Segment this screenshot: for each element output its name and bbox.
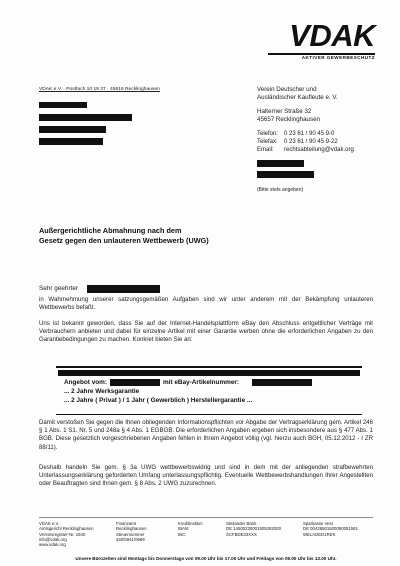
footer-text: VDAK e.V.	[39, 521, 60, 526]
sender-return-address: VDAK e.V. · Postfach 10 19 37 · 45619 Recklinghausen	[39, 87, 160, 92]
footer-text: Recklinghausen	[116, 526, 147, 532]
footer-text: Steuernummer	[116, 531, 145, 537]
redacted-recipient-company	[39, 114, 132, 121]
footer-text: BIC:	[178, 531, 187, 537]
salutation: Sehr geehrter	[39, 285, 79, 292]
footer-col-bank-labels	[178, 521, 203, 537]
footer-col-tax	[116, 521, 147, 542]
footer-text: IBAN:	[178, 526, 190, 532]
redacted-recipient-salutation-name	[87, 285, 160, 293]
offer-item-1: ... 2 Jahre Werksgarantie	[64, 388, 140, 395]
footer-text: DE 00426501500050051581	[303, 526, 358, 532]
org-email	[257, 147, 354, 153]
redacted-recipient-street	[39, 126, 106, 133]
fax-label: Telefax:	[257, 139, 278, 145]
subject-heading	[39, 226, 359, 246]
footer-text: Finanzamt	[116, 521, 137, 526]
footer-text: Sparkasse Vest	[303, 521, 333, 526]
footer-divider	[39, 517, 373, 518]
fax-value: 0 23 61 / 90 45 9-22	[284, 139, 338, 145]
paragraph-violation: Damit verstoßen Sie gegen die Ihnen obliegenden Informationspflichten vor Abgabe der Vertragserklärung gem. Artikel 246 § 1 Abs. 1 S1. Nr. 5 und 248a § 4 Abs. 1 EGBGB. Die erforderlichen Angaben ergeben sich insbesondere aus § 477 Abs. 1 BGB. Diese gesetzlich vorgeschriebenen Angaben fehlen in Ihrem Angebot völlig (vgl. hierzu auch BGH, 05.12.2012 - I ZR 88/11).	[39, 419, 373, 451]
org-fax	[257, 139, 338, 145]
paragraph-facts: Uns ist bekannt geworden, dass Sie auf der Internet-Handelsplattform eBay den Abschluss entgeltlicher Verträge mit Verbrauchern anbieten und dabei für einzelne Artikel mit einer Garantie werben ohne die erforderlichen Angaben zu den Garantiebedingungen zu machen. Konkret bieten Sie an:	[39, 320, 373, 344]
logo-tagline: AKTIVER GEWERBESCHUTZ	[301, 55, 375, 60]
redacted-recipient-name	[39, 102, 87, 108]
paragraph-intro: in Wahrnehmung unserer satzungsgemäßen Aufgaben sind wir unter anderem mit der Bekämpfung unlauteren Wettbewerbs befaßt.	[39, 296, 373, 312]
offer-date-line	[64, 379, 107, 386]
office-hours: Unsere Bürozeiten sind Montags bis Donnerstags von 09.00 Uhr bis 17.00 Uhr und Freitags von 09.00 Uhr bis 13.00 Uhr.	[75, 556, 337, 561]
org-name-line2: Ausländischer Kaufleute e. V.	[257, 94, 338, 101]
footer-text: Steilander Bank	[226, 521, 257, 526]
redacted-reference	[257, 160, 304, 167]
redacted-date	[257, 171, 314, 178]
footer-text: SCFBDE33XXX	[226, 531, 257, 537]
vdak-logo: VDAK	[289, 18, 375, 53]
redacted-recipient-city	[39, 138, 103, 145]
footer-col-bank-1	[226, 521, 281, 537]
footer-text: DE 14500230001505282000	[226, 526, 281, 532]
footer-text: Kreditinstitut:	[178, 521, 203, 526]
footer-text: Vereinsregister-Nr. 1940	[39, 531, 86, 537]
org-name-line1: Verein Deutscher und	[257, 86, 317, 93]
subject-line1: Außergerichtliche Abmahnung nach dem	[39, 226, 182, 235]
offer-item-2: ... 2 Jahre ( Privat ) / 1 Jahr ( Gewerblich ) Herstellergarantie ...	[64, 397, 253, 404]
footer-text: Amtsgericht Recklinghausen	[39, 526, 94, 532]
org-street: Halterner Straße 32	[257, 108, 312, 115]
footer-col-association	[39, 521, 93, 547]
org-phone	[257, 131, 334, 137]
footer-text[interactable]: www.vdak.org	[39, 542, 66, 548]
email-label: Email:	[257, 147, 274, 153]
reference-note: (Bitte stets angeben)	[257, 187, 304, 193]
offer-article-label: mit eBay-Artikelnummer:	[163, 379, 239, 386]
footer-text: WELADED1REK	[303, 531, 336, 537]
phone-label: Telefon:	[257, 131, 279, 137]
redacted-offer-title	[58, 370, 360, 376]
offer-date-label: Angebot vom:	[64, 379, 107, 386]
footer-text: 340/5941/0699	[116, 536, 145, 542]
paragraph-consequence: Deshalb handeln Sie gem. § 3a UWG wettbewerbswidrig und sind in dem mit der anliegenden strafbewehrten Unterlassungserklärung geforderten Umfang unterlassungspflichtig. Eventuelle Wettbewerbshandlungen Ihrer Angestellten oder Beauftragten sind Ihnen gem. § 8 Abs. 2 UWG zuzurechnen.	[39, 464, 373, 488]
redacted-offer-date	[110, 379, 160, 386]
footer-col-bank-2	[303, 521, 358, 537]
email-value[interactable]: rechtsabteilung@vdak.org	[284, 147, 354, 153]
phone-value: 0 23 61 / 90 45 9-0	[284, 131, 335, 137]
subject-line2: Gesetz gegen den unlauteren Wettbewerb (UWG)	[39, 236, 209, 245]
org-city: 45657 Recklinghausen	[257, 116, 320, 123]
footer-text[interactable]: info@vdak.org	[39, 536, 67, 542]
redacted-ebay-article-number	[252, 379, 312, 386]
